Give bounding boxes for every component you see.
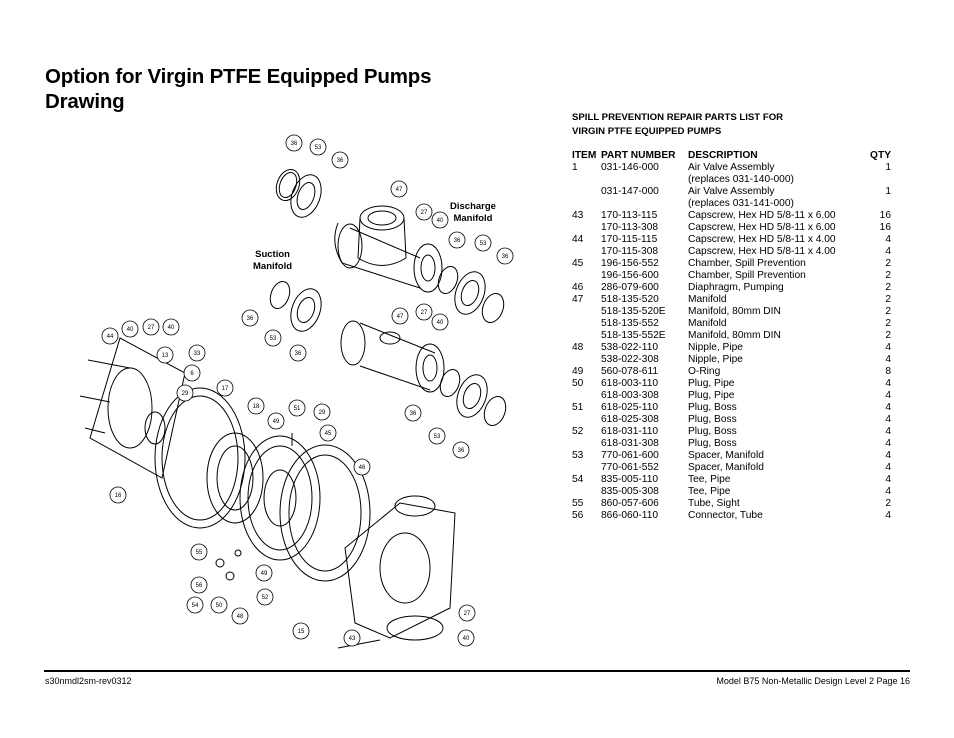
table-row xyxy=(572,390,891,402)
description-cell: Plug, Boss xyxy=(688,402,737,413)
header-description: DESCRIPTION xyxy=(688,150,758,161)
table-row xyxy=(572,222,891,234)
table-row xyxy=(572,198,891,210)
part-number-cell: 518-135-552E xyxy=(601,330,666,341)
callout-number: 15 xyxy=(297,629,305,636)
description-cell: Plug, Boss xyxy=(688,426,737,437)
callout-bubble xyxy=(189,345,205,361)
description-cell: Manifold, 80mm DIN xyxy=(688,306,781,317)
callout-number: 33 xyxy=(193,351,201,358)
item-cell: 48 xyxy=(572,342,584,353)
callout-bubble xyxy=(416,204,432,220)
callout-number: 13 xyxy=(161,353,169,360)
description-cell: O-Ring xyxy=(688,366,721,377)
description-cell: Nipple, Pipe xyxy=(688,342,743,353)
part-number-cell: 518-135-520E xyxy=(601,306,666,317)
callout-bubble xyxy=(157,347,173,363)
callout-bubble xyxy=(416,304,432,320)
table-row xyxy=(572,414,891,426)
table-row xyxy=(572,342,891,354)
part-number-cell xyxy=(601,198,688,210)
callout-number: 36 xyxy=(501,254,509,261)
callout-number: 47 xyxy=(396,314,404,321)
part-number-cell: 618-003-110 xyxy=(601,378,659,389)
callout-bubble xyxy=(122,321,138,337)
item-cell: 43 xyxy=(572,210,584,221)
table-row xyxy=(572,330,891,342)
part-number-cell: 170-115-308 xyxy=(601,246,659,257)
parts-list-table xyxy=(572,150,891,522)
item-cell: 53 xyxy=(572,450,584,461)
description-cell: Chamber, Spill Prevention xyxy=(688,270,806,281)
callout-bubble xyxy=(256,565,272,581)
suction-manifold-label xyxy=(253,249,292,273)
callout-number: 6 xyxy=(190,371,194,378)
item-cell xyxy=(572,186,601,198)
description-cell: Spacer, Manifold xyxy=(688,462,764,473)
callout-bubble xyxy=(432,212,448,228)
callout-bubble xyxy=(163,319,179,335)
callout-bubble xyxy=(449,232,465,248)
description-cell: Tube, Sight xyxy=(688,498,740,509)
callout-number: 53 xyxy=(269,336,277,343)
table-row xyxy=(572,234,891,246)
item-cell: 46 xyxy=(572,282,584,293)
table-row xyxy=(572,294,891,306)
callout-bubble xyxy=(432,314,448,330)
table-row xyxy=(572,450,891,462)
description-cell: Air Valve Assembly xyxy=(688,186,775,197)
table-row xyxy=(572,162,891,174)
callout-number: 48 xyxy=(236,614,244,621)
qty-cell: 4 xyxy=(885,462,891,473)
qty-cell: 4 xyxy=(885,426,891,437)
qty-cell: 4 xyxy=(885,378,891,389)
callout-bubble xyxy=(475,235,491,251)
callout-bubble xyxy=(310,139,326,155)
callout-number: 53 xyxy=(479,241,487,248)
callout-bubble xyxy=(458,630,474,646)
qty-cell: 1 xyxy=(885,162,891,173)
part-number-cell: 170-115-115 xyxy=(601,234,658,245)
description-cell: Spacer, Manifold xyxy=(688,450,764,461)
callout-number: 36 xyxy=(453,238,461,245)
callout-bubble xyxy=(289,400,305,416)
footer-doc-code: s30nmdl2sm-rev0312 xyxy=(45,676,132,686)
qty-cell: 16 xyxy=(879,210,891,221)
callout-bubble xyxy=(344,630,360,646)
callout-number: 36 xyxy=(246,316,254,323)
callout-bubble xyxy=(268,413,284,429)
callout-number: 50 xyxy=(215,603,223,610)
page-title xyxy=(45,64,431,114)
callout-number: 27 xyxy=(147,325,155,332)
suction-label-line-1: Suction xyxy=(255,249,290,260)
parts-list-title-line-2: VIRGIN PTFE EQUIPPED PUMPS xyxy=(572,125,722,137)
item-cell: 55 xyxy=(572,498,584,509)
callout-bubble xyxy=(102,328,118,344)
callout-number: 18 xyxy=(252,404,260,411)
diaphragm-outer xyxy=(155,388,245,528)
part-number-cell: 031-147-000 xyxy=(601,186,659,197)
qty-cell: 2 xyxy=(885,330,891,341)
callout-number: 36 xyxy=(457,448,465,455)
qty-cell: 4 xyxy=(885,486,891,497)
qty-cell: 16 xyxy=(879,222,891,233)
description-cell: Capscrew, Hex HD 5/8-11 x 6.00 xyxy=(688,222,836,233)
part-number-cell: 835-005-308 xyxy=(601,486,659,497)
callout-number: 55 xyxy=(195,550,203,557)
qty-cell: 4 xyxy=(885,234,891,245)
footer-page-info: Model B75 Non-Metallic Design Level 2 Page 16 xyxy=(716,676,910,686)
callout-number: 45 xyxy=(324,431,332,438)
item-cell: 52 xyxy=(572,426,584,437)
part-number-cell: 031-146-000 xyxy=(601,162,659,173)
table-row xyxy=(572,402,891,414)
callout-number: 40 xyxy=(436,320,444,327)
item-cell xyxy=(572,198,601,210)
description-cell: (replaces 031-141-000) xyxy=(688,198,794,209)
qty-cell: 4 xyxy=(885,402,891,413)
qty-cell: 4 xyxy=(885,390,891,401)
description-cell: Capscrew, Hex HD 5/8-11 x 4.00 xyxy=(688,234,836,245)
discharge-label-line-1: Discharge xyxy=(450,201,496,212)
callout-number: 47 xyxy=(395,187,403,194)
description-cell: Plug, Boss xyxy=(688,414,737,425)
discharge-spacer xyxy=(285,171,326,222)
callout-bubble xyxy=(286,135,302,151)
description-cell: Manifold xyxy=(688,294,727,305)
table-row xyxy=(572,306,891,318)
table-row xyxy=(572,174,891,186)
parts-list-body xyxy=(572,162,891,522)
description-cell: Capscrew, Hex HD 5/8-11 x 4.00 xyxy=(688,246,836,257)
callout-number: 40 xyxy=(436,218,444,225)
part-number-cell: 860-057-606 xyxy=(601,498,659,509)
callout-bubble xyxy=(320,425,336,441)
table-row xyxy=(572,498,891,510)
qty-cell: 2 xyxy=(885,498,891,509)
callout-number: 46 xyxy=(358,465,366,472)
callout-bubble xyxy=(354,459,370,475)
callout-number: 44 xyxy=(106,334,114,341)
callout-number: 54 xyxy=(191,603,199,610)
discharge-gasket-ring xyxy=(272,166,304,204)
part-number-cell: 196-156-600 xyxy=(601,270,659,281)
part-number-cell: 286-079-600 xyxy=(601,282,659,293)
qty-cell: 2 xyxy=(885,258,891,269)
part-number-cell: 538-022-110 xyxy=(601,342,659,353)
callout-bubble xyxy=(314,404,330,420)
diaphragm-plate xyxy=(207,433,263,523)
callout-bubble xyxy=(242,310,258,326)
table-row xyxy=(572,462,891,474)
spill-prevention-chamber xyxy=(240,436,320,560)
callout-bubble xyxy=(232,608,248,624)
callout-bubble xyxy=(453,442,469,458)
table-row xyxy=(572,318,891,330)
description-cell: Manifold xyxy=(688,318,727,329)
item-cell xyxy=(572,270,601,282)
item-cell xyxy=(572,486,601,498)
callout-number: 27 xyxy=(420,310,428,317)
callout-number: 53 xyxy=(314,145,322,152)
qty-cell: 4 xyxy=(885,474,891,485)
page-title-line-1: Option for Virgin PTFE Equipped Pumps xyxy=(45,65,432,88)
callout-number: 29 xyxy=(181,391,189,398)
qty-cell: 4 xyxy=(885,450,891,461)
part-number-cell: 770-061-600 xyxy=(601,450,659,461)
item-cell xyxy=(572,330,601,342)
parts-list-title-line-1: SPILL PREVENTION REPAIR PARTS LIST FOR xyxy=(572,112,784,123)
description-cell: Nipple, Pipe xyxy=(688,354,743,365)
callout-bubble xyxy=(191,577,207,593)
part-number-cell: 538-022-308 xyxy=(601,354,659,365)
callout-number: 40 xyxy=(167,325,175,332)
item-cell xyxy=(572,390,601,402)
item-cell xyxy=(572,438,601,450)
callout-number: 16 xyxy=(114,493,122,500)
parts-list-title xyxy=(572,111,783,138)
part-number-cell: 518-135-552 xyxy=(601,318,659,329)
callout-number: 36 xyxy=(336,158,344,165)
part-number-cell: 170-113-308 xyxy=(601,222,659,233)
item-cell: 45 xyxy=(572,258,584,269)
page-title-line-2: Drawing xyxy=(45,90,125,113)
callout-bubble xyxy=(217,380,233,396)
table-row xyxy=(572,186,891,198)
callout-number: 36 xyxy=(290,141,298,148)
callout-number: 36 xyxy=(409,411,417,418)
outer-chamber xyxy=(345,496,455,643)
description-cell: Capscrew, Hex HD 5/8-11 x 6.00 xyxy=(688,210,836,221)
item-cell xyxy=(572,462,601,474)
table-row xyxy=(572,246,891,258)
parts-list-header-row xyxy=(572,150,891,162)
callout-bubble xyxy=(257,589,273,605)
item-cell: 1 xyxy=(572,162,578,173)
qty-cell: 2 xyxy=(885,306,891,317)
callout-number: 27 xyxy=(420,210,428,217)
item-cell xyxy=(572,414,601,426)
exploded-parts-drawing xyxy=(70,128,520,658)
table-row xyxy=(572,354,891,366)
qty-cell: 2 xyxy=(885,294,891,305)
description-cell: Air Valve Assembly xyxy=(688,162,775,173)
callout-bubble xyxy=(191,544,207,560)
item-cell xyxy=(572,306,601,318)
item-cell: 54 xyxy=(572,474,584,485)
callout-bubble xyxy=(187,597,203,613)
callout-bubble xyxy=(293,623,309,639)
table-row xyxy=(572,210,891,222)
callout-bubble xyxy=(184,365,200,381)
qty-cell: 2 xyxy=(885,282,891,293)
item-cell xyxy=(572,222,601,234)
table-row xyxy=(572,438,891,450)
callout-number: 36 xyxy=(294,351,302,358)
description-cell: (replaces 031-140-000) xyxy=(688,174,794,185)
item-cell: 49 xyxy=(572,366,584,377)
callout-bubble xyxy=(459,605,475,621)
callout-bubble xyxy=(110,487,126,503)
callout-number: 43 xyxy=(348,636,356,643)
qty-cell: 4 xyxy=(885,342,891,353)
callout-bubble xyxy=(429,428,445,444)
callout-bubble xyxy=(391,181,407,197)
description-cell: Tee, Pipe xyxy=(688,486,731,497)
part-number-cell: 170-113-115 xyxy=(601,210,658,221)
callout-number: 17 xyxy=(221,386,229,393)
item-cell: 51 xyxy=(572,402,584,413)
qty-cell: 4 xyxy=(885,510,891,521)
part-number-cell: 866-060-110 xyxy=(601,510,659,521)
part-number-cell xyxy=(601,174,688,186)
part-number-cell: 835-005-110 xyxy=(601,474,659,485)
qty-cell: 4 xyxy=(885,354,891,365)
part-number-cell: 560-078-611 xyxy=(601,366,659,377)
callout-number: 29 xyxy=(318,410,326,417)
item-cell: 47 xyxy=(572,294,584,305)
discharge-manifold-label xyxy=(450,201,496,225)
table-row xyxy=(572,366,891,378)
table-row xyxy=(572,258,891,270)
item-cell xyxy=(572,354,601,366)
callout-number: 27 xyxy=(463,611,471,618)
callout-bubble xyxy=(332,152,348,168)
qty-cell: 4 xyxy=(885,414,891,425)
header-qty: QTY xyxy=(870,150,891,161)
callout-number: 49 xyxy=(260,571,268,578)
description-cell: Connector, Tube xyxy=(688,510,763,521)
callout-bubble xyxy=(405,405,421,421)
callout-number: 40 xyxy=(462,636,470,643)
table-row xyxy=(572,474,891,486)
callout-bubble xyxy=(392,308,408,324)
qty-cell: 8 xyxy=(885,366,891,377)
table-row xyxy=(572,486,891,498)
part-number-cell: 618-025-110 xyxy=(601,402,659,413)
callout-bubble xyxy=(143,319,159,335)
description-cell: Plug, Boss xyxy=(688,438,737,449)
table-row xyxy=(572,426,891,438)
suction-manifold-tee xyxy=(341,321,444,392)
header-part-number: PART NUMBER xyxy=(601,150,676,161)
callout-number: 52 xyxy=(261,595,269,602)
table-row xyxy=(572,510,891,522)
table-row xyxy=(572,270,891,282)
part-number-cell: 618-031-308 xyxy=(601,438,659,449)
description-cell: Chamber, Spill Prevention xyxy=(688,258,806,269)
qty-cell: 1 xyxy=(885,186,891,197)
suction-outlet-rings xyxy=(437,367,510,429)
callout-bubble xyxy=(248,398,264,414)
qty-cell xyxy=(870,198,891,210)
header-item: ITEM xyxy=(572,150,597,161)
qty-cell: 4 xyxy=(885,438,891,449)
suction-rings xyxy=(267,279,327,336)
part-number-cell: 518-135-520 xyxy=(601,294,659,305)
callout-bubble xyxy=(177,385,193,401)
item-cell xyxy=(572,246,601,258)
discharge-label-line-2: Manifold xyxy=(453,213,493,224)
callout-bubble xyxy=(211,597,227,613)
description-cell: Tee, Pipe xyxy=(688,474,731,485)
callout-number: 40 xyxy=(126,327,134,334)
callout-number: 51 xyxy=(293,406,301,413)
callout-bubble xyxy=(497,248,513,264)
description-cell: Diaphragm, Pumping xyxy=(688,282,784,293)
qty-cell xyxy=(870,174,891,186)
part-number-cell: 770-061-552 xyxy=(601,462,659,473)
capscrews xyxy=(80,360,380,648)
description-cell: Plug, Pipe xyxy=(688,378,735,389)
callout-number: 49 xyxy=(272,419,280,426)
callout-number: 53 xyxy=(433,434,441,441)
item-cell xyxy=(572,174,601,186)
callout-bubble xyxy=(265,330,281,346)
description-cell: Manifold, 80mm DIN xyxy=(688,330,781,341)
qty-cell: 4 xyxy=(885,246,891,257)
callout-bubble xyxy=(290,345,306,361)
part-number-cell: 618-003-308 xyxy=(601,390,659,401)
table-row xyxy=(572,378,891,390)
table-row xyxy=(572,282,891,294)
air-valve-gasket xyxy=(145,412,165,444)
item-cell: 56 xyxy=(572,510,584,521)
description-cell: Plug, Pipe xyxy=(688,390,735,401)
item-cell: 44 xyxy=(572,234,584,245)
footer-rule xyxy=(44,670,910,672)
suction-label-line-2: Manifold xyxy=(253,261,293,272)
part-number-cell: 618-025-308 xyxy=(601,414,659,425)
qty-cell: 2 xyxy=(885,270,891,281)
item-cell: 50 xyxy=(572,378,584,389)
item-cell xyxy=(572,318,601,330)
part-number-cell: 196-156-552 xyxy=(601,258,659,269)
qty-cell: 2 xyxy=(885,318,891,329)
part-number-cell: 618-031-110 xyxy=(601,426,659,437)
callout-number: 56 xyxy=(195,583,203,590)
